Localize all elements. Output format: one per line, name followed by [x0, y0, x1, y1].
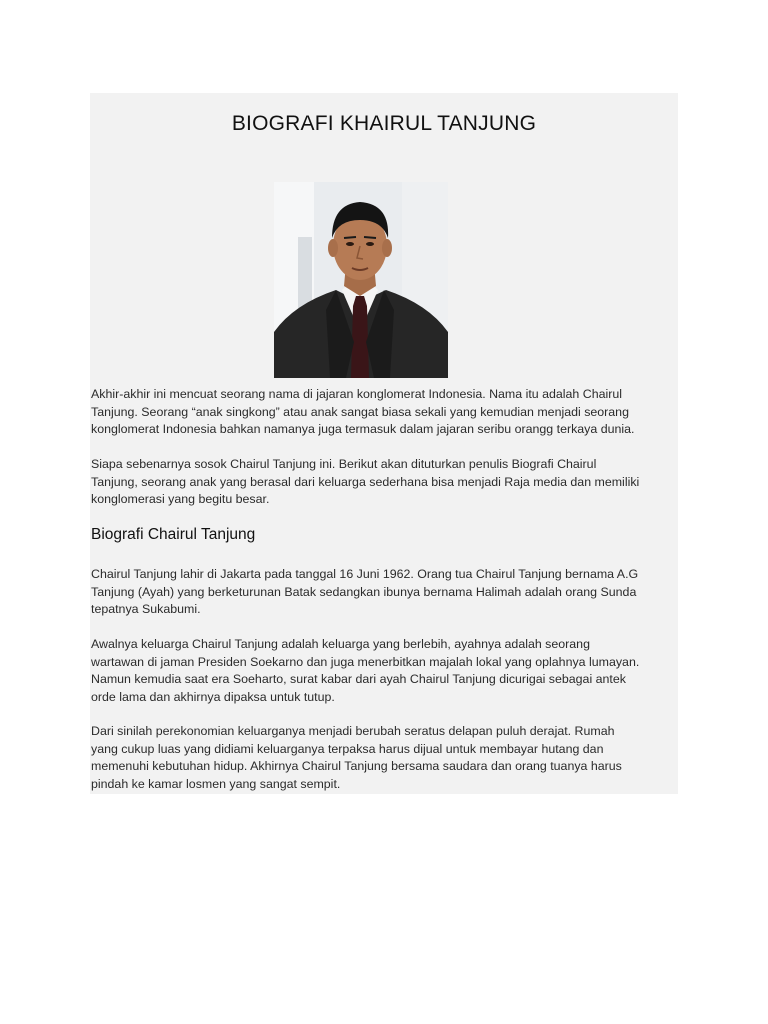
intro-paragraph-1: Akhir-akhir ini mencuat seorang nama di jajaran konglomerat Indonesia. Nama itu adalah Chairul Tanjung. Seorang “anak singkong” atau anak sangat biasa sekali yang kemudian menjadi seorang konglomerat Indonesia bahkan namanya juga termasuk dalam jajaran seribu orangg terkaya dunia.	[91, 387, 635, 437]
section-paragraph-3: Dari sinilah perekonomian keluarganya menjadi berubah seratus delapan puluh derajat. Rumah yang cukup luas yang didiami keluarganya terpaksa harus dijual untuk membayar hutang dan memenuhi kebutuhan hidup. Akhirnya Chairul Tanjung bersama saudara dan orang tuanya harus pindah ke kamar losmen yang sangat sempit.	[91, 724, 622, 791]
portrait-photo	[274, 182, 448, 378]
section-paragraph-2: Awalnya keluarga Chairul Tanjung adalah keluarga yang berlebih, ayahnya adalah seorang wartawan di jaman Presiden Soekarno dan juga menerbitkan majalah lokal yang oplahnya lumayan. Namun kemudia saat era Soeharto, surat kabar dari ayah Chairul Tanjung dicurigai sebagai antek orde lama dan akhirnya dipaksa untuk tutup.	[91, 637, 640, 704]
intro-paragraph-2: Siapa sebenarnya sosok Chairul Tanjung ini. Berikut akan dituturkan penulis Biografi Chairul Tanjung, seorang anak yang berasal dari keluarga sederhana bisa menjadi Raja media dan memiliki konglomerasi yang begitu besar.	[91, 457, 640, 507]
document-title: BIOGRAFI KHAIRUL TANJUNG	[231, 112, 537, 135]
section-heading: Biografi Chairul Tanjung	[91, 526, 256, 543]
section-paragraph-1: Chairul Tanjung lahir di Jakarta pada tanggal 16 Juni 1962. Orang tua Chairul Tanjung bernama A.G Tanjung (Ayah) yang berketurunan Batak sedangkan ibunya bernama Halimah adalah orang Sunda tepatnya Sukabumi.	[91, 567, 639, 617]
